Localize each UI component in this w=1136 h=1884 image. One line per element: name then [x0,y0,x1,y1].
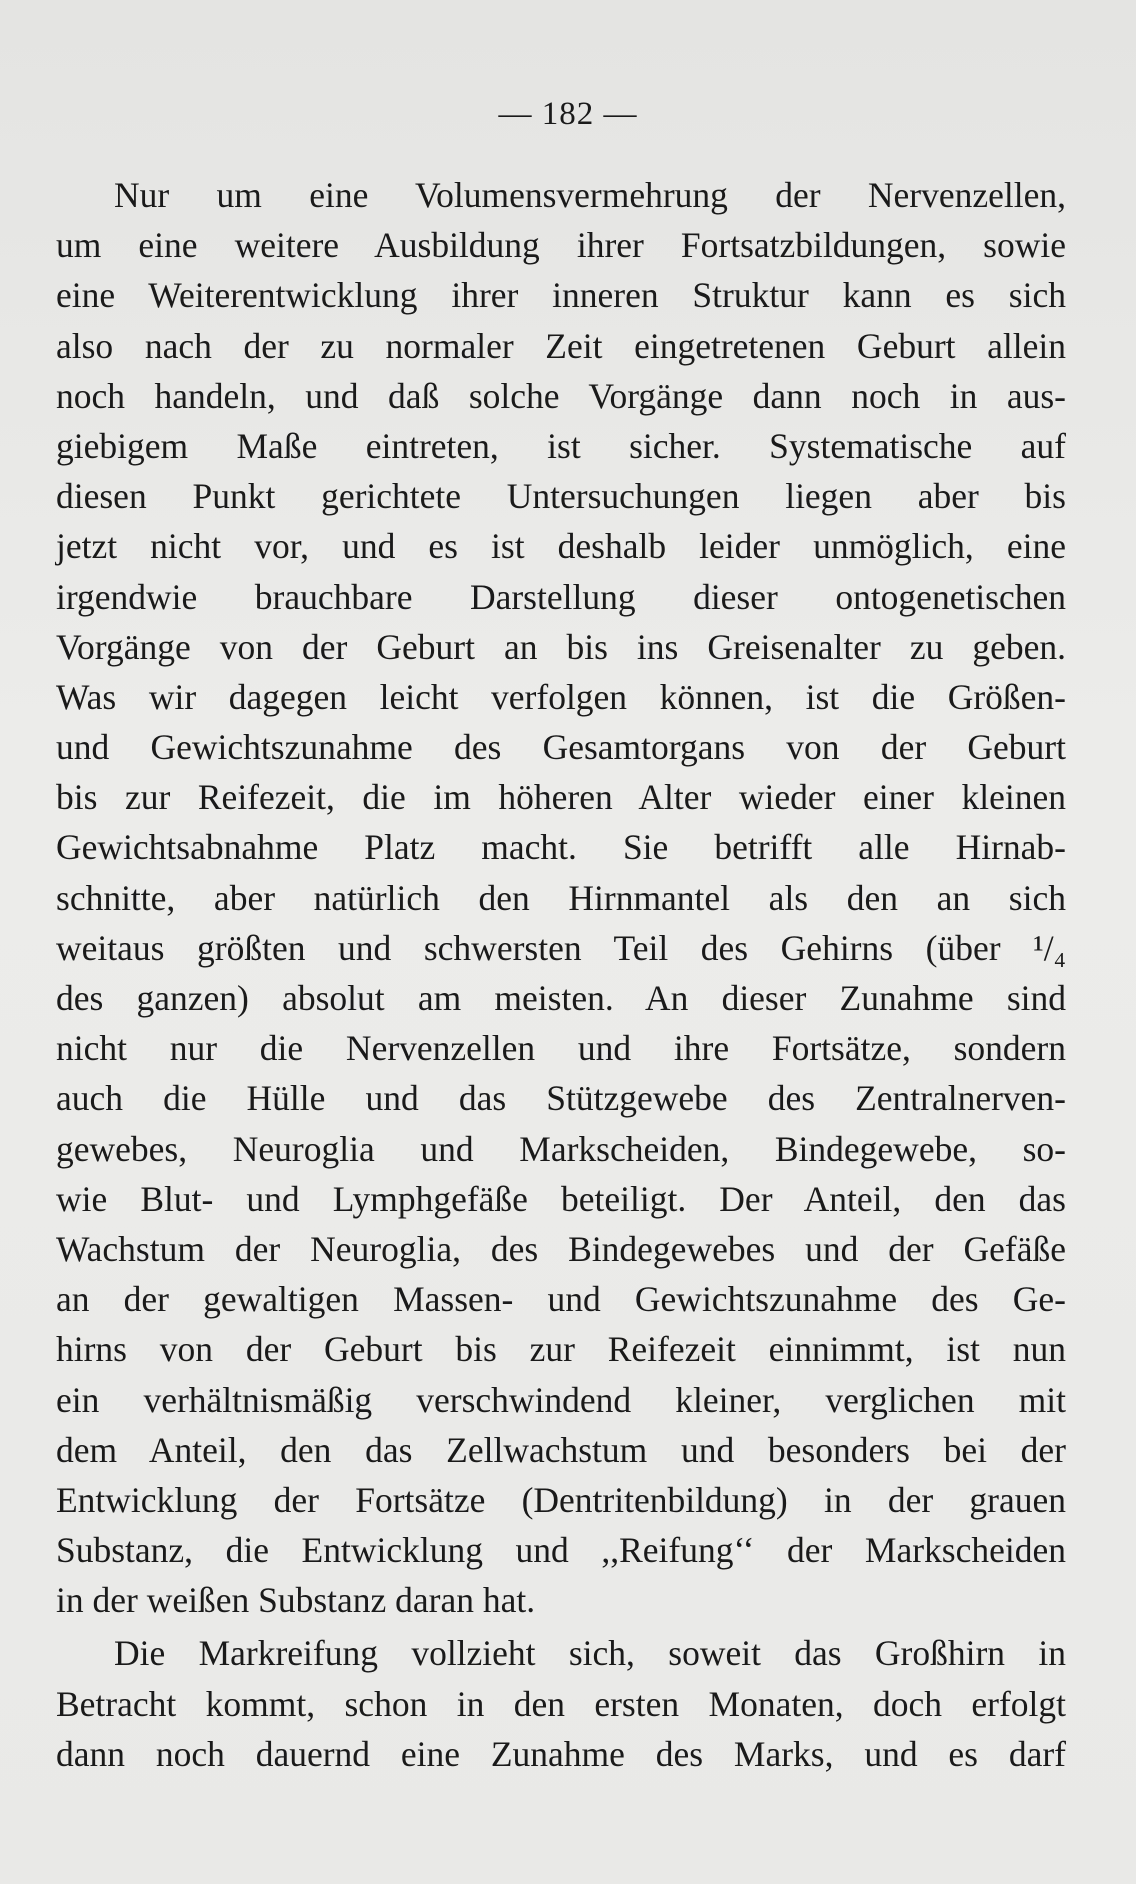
text-line: Was wir dagegen leicht verfolgen können, ist die Größen- [56,676,1066,717]
text-line: um eine weitere Ausbildung ihrer Fortsatzbildungen, sowie [56,225,1066,266]
text-line: schnitte, aber natürlich den Hirnmantel als den an sich [56,877,1066,918]
text-line: Betracht kommt, schon in den ersten Monaten, doch erfolgt [56,1683,1066,1724]
text-line: bis zur Reifezeit, die im höheren Alter wieder einer kleinen [56,777,1066,818]
text-line: diesen Punkt gerichtete Untersuchungen liegen aber bis [56,476,1066,517]
page-number: — 182 — [498,96,638,132]
text-line: an der gewaltigen Massen- und Gewichtszunahme des Ge- [56,1279,1066,1320]
text-line: gewebes, Neuroglia und Markscheiden, Bindegewebe, so- [56,1128,1066,1169]
text-line: dem Anteil, den das Zellwachstum und besonders bei der [56,1429,1066,1470]
text-line: Wachstum der Neuroglia, des Bindegewebes und der Gefäße [56,1228,1066,1269]
text-line: weitaus größten und schwersten Teil des Gehirns (über ¹/₄ [56,927,1066,968]
text-line: wie Blut- und Lymphgefäße beteiligt. Der Anteil, den das [56,1178,1066,1219]
text-line: Die Markreifung vollzieht sich, soweit das Großhirn in [114,1633,1066,1674]
text-line: und Gewichtszunahme des Gesamtorgans von der Geburt [56,727,1066,768]
text-line: auch die Hülle und das Stützgewebe des Zentralnerven- [56,1078,1066,1119]
body-text [56,170,1066,1779]
paragraph-1 [56,170,1066,1625]
text-line: hirns von der Geburt bis zur Reifezeit einnimmt, ist nun [56,1329,1066,1370]
text-line: ein verhältnismäßig verschwindend kleiner, verglichen mit [56,1379,1066,1420]
text-line: des ganzen) absolut am meisten. An dieser Zunahme sind [56,978,1066,1018]
text-line: noch handeln, und daß solche Vorgänge dann noch in aus- [56,375,1066,416]
text-line: nicht nur die Nervenzellen und ihre Fortsätze, sondern [56,1028,1066,1069]
text-line: jetzt nicht vor, und es ist deshalb leider unmöglich, eine [56,526,1066,567]
paragraph-2 [56,1628,1066,1779]
text-line: Gewichtsabnahme Platz macht. Sie betrifft alle Hirnab- [56,827,1066,868]
text-line: irgendwie brauchbare Darstellung dieser ontogenetischen [56,576,1066,617]
text-line: dann noch dauernd eine Zunahme des Marks, und es darf [56,1733,1066,1774]
text-line: also nach der zu normaler Zeit eingetretenen Geburt allein [56,325,1066,366]
text-line: eine Weiterentwicklung ihrer inneren Struktur kann es sich [56,275,1066,316]
text-line: giebigem Maße eintreten, ist sicher. Systematische auf [56,425,1066,466]
text-line: in der weißen Substanz daran hat. [56,1580,536,1621]
text-line: Nur um eine Volumensvermehrung der Nervenzellen, [114,175,1066,215]
text-line: Vorgänge von der Geburt an bis ins Greisenalter zu geben. [56,626,1066,667]
text-line: Entwicklung der Fortsätze (Dentritenbildung) in der grauen [56,1479,1066,1520]
text-line: Substanz, die Entwicklung und ,,Reifung‘‘ der Markscheiden [56,1530,1066,1571]
